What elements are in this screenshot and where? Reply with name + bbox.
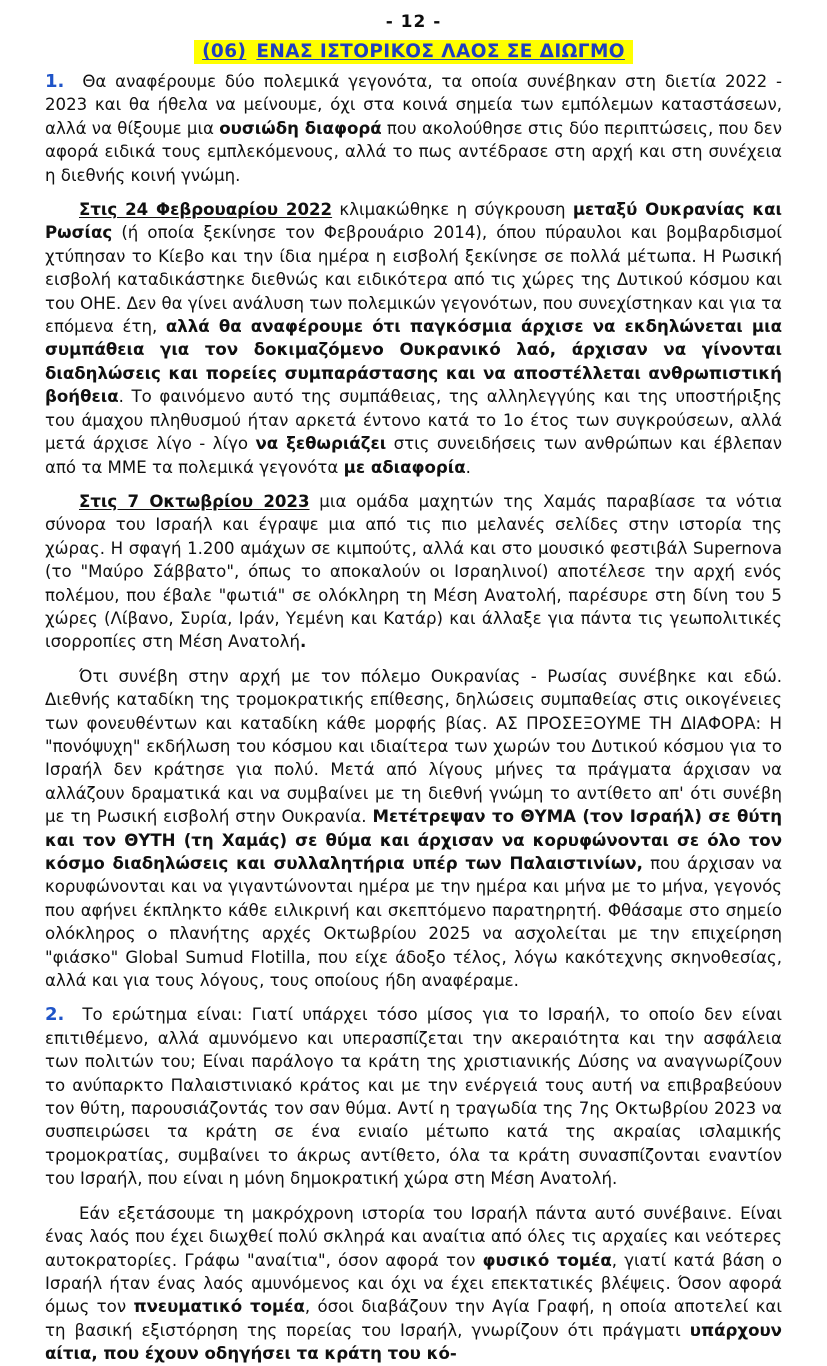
paragraph-2-text-h: στις συνειδήσεις των ανθρώπων και έβλεπαν από τα ΜΜΕ τα πολεμικά γεγονότα <box>45 434 782 477</box>
list-marker-1: 1. <box>45 71 65 92</box>
paragraph-3-text-b: μια ομάδα μαχητών της Χαμάς παραβίασε τα νότια σύνορα του Ισραήλ και έγραψε μια από τις πιο μελανές σελίδες στην ιστορία της χώρας. Η σφαγή 1.200 αμάχων σε κιμπούτς, αλλά και στο μουσικό φεστιβάλ Supernova (το "Μαύρο Σάββατο", όπως το αποκαλούν οι Ισραηλινοί) αποτέλεσε την αρχή ενός πολέμου, που έβαλε "φωτιά" σε ολόκληρη τη Μέση Ανατολή, παρέσυρε στη δίνη του 5 χώρες (Λίβανο, Συρία, Ιράν, Υεμένη και Κατάρ) και άλλαξε για πάντα τις γεωπολιτικές ισορροπίες στη Μέση Ανατολή <box>45 491 782 652</box>
title-section-number: (06) <box>202 41 247 62</box>
paragraph-6-text-a: Εάν εξετάσουμε τη μακρόχρονη ιστορία του Ισραήλ πάντα αυτό συνέβαινε. Είναι ένας λαός που έχει διωχθεί πολύ σκληρά και αναίτια από όλες τις αρχαίες και νεότερες αυτοκρατορίες. Γράφω "αναίτια", όσον αφορά τον <box>45 1203 782 1270</box>
paragraph-2-bold-e: αλλά θα αναφέρουμε ότι παγκόσμια άρχισε να εκδηλώνεται μια συμπάθεια για τον δοκιμαζόμενο Ουκρανικό λαό, άρχισαν να γίνονται διαδηλώσεις και πορείες συμπαράστασης και να αποστέλλεται ανθρωπιστική βοήθεια <box>45 317 782 407</box>
paragraph-3 <box>45 490 782 654</box>
body-column <box>45 70 782 1366</box>
title-heading-text: ΕΝΑΣ ΙΣΤΟΡΙΚΟΣ ΛΑΟΣ ΣΕ ΔΙΩΓΜΟ <box>256 41 625 62</box>
paragraph-2-bold-c: μεταξύ Ουκρανίας και Ρωσίας <box>45 200 782 243</box>
page-title <box>194 40 633 64</box>
paragraph-2 <box>45 198 782 479</box>
paragraph-4 <box>45 665 782 993</box>
paragraph-2-bold-i: με αδιαφορία <box>343 457 466 477</box>
paragraph-4-text-a: Ότι συνέβη στην αρχή με τον πόλεμο Ουκρανίας - Ρωσίας συνέβηκε και εδώ. Διεθνής καταδίκη της τρομοκρατικής επίθεσης, δηλώσεις συμπαθείας στις οικογένειες των φονευθέντων και καταδίκη κάθε μορφής βίας. ΑΣ ΠΡΟΣΕΞΟΥΜΕ ΤΗ ΔΙΑΦΟΡΑ: Η "πονόψυχη" εκδήλωση του κόσμου και ιδιαίτερα των χωρών του Δυτικού κόσμου για το Ισραήλ δεν κράτησε για πολύ. Μετά από λίγους μήνες τα πράγματα άρχισαν να αλλάζουν δραματικά και να συμβαίνει με τη διεθνή γνώμη το αντίθετο απ' ότι συνέβη με τη Ρωσική εισβολή στην Ουκρανία. <box>45 666 782 827</box>
paragraph-6-bold-b: φυσικό τομέα <box>482 1250 612 1270</box>
paragraph-6 <box>45 1202 782 1366</box>
paragraph-5 <box>45 1003 782 1190</box>
paragraph-2-date-a: Στις 24 Φεβρουαρίου 2022 <box>79 200 333 220</box>
paragraph-6-bold-f: υπάρχουν αίτια, που έχουν οδηγήσει τα κράτη του κό- <box>45 1320 782 1364</box>
paragraph-3-date-a: Στις 7 Οκτωβρίου 2023 <box>79 491 310 511</box>
paragraph-2-bold-g: να ξεθωριάζει <box>255 434 387 454</box>
paragraph-2-text-j: . <box>465 457 471 477</box>
paragraph-2-text-b: κλιμακώθηκε η σύγκρουση <box>332 200 573 220</box>
paragraph-4-text-c: που άρχισαν να κορυφώνονται και να γιγαντώνονται ημέρα με την ημέρα και μήνα με το μήνα, γεγονός που αφήνει έκπληκτο κάθε ειλικρινή και σκεπτόμενο παρατηρητή. Φθάσαμε στο σημείο ολόκληρος ο πλανήτης αρχές Οκτωβρίου 2025 να ασχολείται με την επιχείρηση "φιάσκο" Global Sumud Flotilla, που είχε άδοξο τέλος, λόγω κακότεχνης σκηνοθεσίας, αλλά και για τους λόγους, τους οποίους ήδη αναφέραμε. <box>45 854 783 991</box>
paragraph-4-bold-b: Μετέτρεψαν το ΘΥΜΑ (τον Ισραήλ) σε θύτη και τον ΘΥΤΗ (τη Χαμάς) σε θύμα και άρχισαν να κορυφώνονται σε όλο τον κόσμο διαδηλώσεις και συλλαλητήρια υπέρ των Παλαιστινίων, <box>45 807 783 873</box>
paragraph-3-period: . <box>300 632 307 652</box>
paragraph-1-text-a: Θα αναφέρουμε δύο πολεμικά γεγονότα, τα οποία συνέβηκαν στη διετία 2022 - 2023 και θα ήθελα να μείνουμε, όχι στα κοινά σημεία των εμπόλεμων καταστάσεων, αλλά να θίξουμε μια <box>45 72 782 138</box>
list-marker-2: 2. <box>45 1004 65 1026</box>
paragraph-1-bold-b: ουσιώδη διαφορά <box>219 118 382 138</box>
paragraph-5-text-a: Το ερώτημα είναι: Γιατί υπάρχει τόσο μίσος για το Ισραήλ, το οποίο δεν είναι επιτιθέμενο, αλλά αμυνόμενο και υπερασπίζεται την ακεραιότητα και την ασφάλεια των πολιτών του; Είναι παράλογο τα κράτη της χριστιανικής Δύσης να αναγνωρίζουν το ανύπαρκτο Παλαιστινιακό κράτος και με την ενέργειά τους αυτή να επιβραβεύουν τον θύτη, παρουσιάζοντάς τον σαν θύμα. Αντί η τραγωδία της 7ης Οκτωβρίου 2023 να συσπειρώσει τα κράτη σε ένα ενιαίο μέτωπο κατά της ακραίας ισλαμικής τρομοκρατίας, συμβαίνει το άκρως αντίθετο, όλα τα κράτη συνασπίζονται εναντίον του Ισραήλ, που είναι η μόνη δημοκρατική χώρα στη Μέση Ανατολή. <box>45 1005 782 1189</box>
paragraph-6-text-e: , όσοι διαβάζουν την Αγία Γραφή, η οποία αποτελεί και τη βασική εξιστόρηση της πορείας του Ισραήλ, γνωρίζουν ότι πράγματι <box>45 1297 782 1340</box>
paragraph-1 <box>45 70 782 187</box>
paragraph-2-text-f: . Το φαινόμενο αυτό της συμπάθειας, της αλληλεγγύης και της υποστήριξης του άμαχου πληθυσμού ήταν αρκετά έντονο κατά το 1ο έτος των συγκρούσεων, αλλά μετά άρχισε λίγο - λίγο <box>45 387 782 454</box>
paragraph-6-bold-d: πνευματικό τομέα <box>133 1297 305 1317</box>
paragraph-2-text-d: (ή οποία ξεκίνησε τον Φεβρουάριο 2014), όπου πύραυλοι και βομβαρδισμοί χτύπησαν το Κίεβο και την ίδια ημέρα η εισβολή ξεκίνησε σε πολλά μέτωπα. Η Ρωσική εισβολή καταδικάστηκε διεθνώς και ειδικότερα από τις χώρες της Δυτικού κόσμου και του ΟΗΕ. Δεν θα γίνει ανάλυση των πολεμικών γεγονότων, που συνεχίστηκαν και για τα επόμενα έτη, <box>45 223 782 337</box>
page-number: - 12 - <box>385 12 442 32</box>
paragraph-1-text-c: που ακολούθησε στις δύο περιπτώσεις, που δεν αφορά ειδικά τους εμπλεκόμενους, αλλά το πως αντέδρασε στη αρχή και στη συνέχεια η διεθνής κοινή γνώμη. <box>45 118 782 185</box>
paragraph-6-text-c: , γιατί κατά βάση ο Ισραήλ ήταν ένας λαός αμυνόμενος και όχι να έχει επεκτατικές βλέψεις. Όσον αφορά όμως τον <box>45 1250 782 1317</box>
title-container <box>0 40 827 64</box>
